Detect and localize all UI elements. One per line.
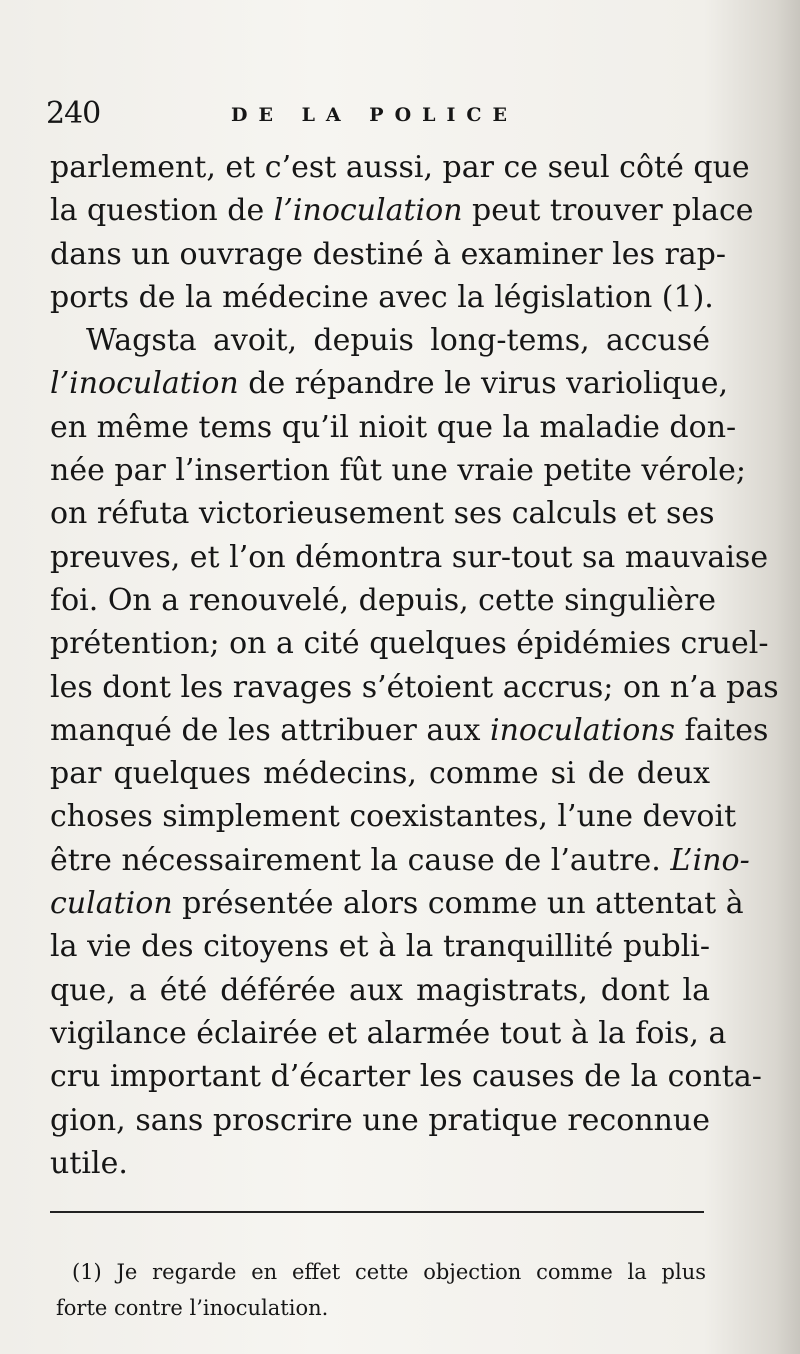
text-line: l’inoculation de répandre le virus variolique, [50,366,728,402]
text-line: preuves, et l’on démontra sur-tout sa mauvaise [50,539,769,575]
text-line: ports de la médecine avec la législation (1). [50,279,714,315]
italic-term: L’ino- [670,842,750,878]
text-line: cru important d’écarter les causes de la conta- [50,1059,762,1095]
text-line: que, a été déférée aux magistrats, dont la [50,972,710,1008]
text-line: gion, sans proscrire une pratique reconnue [50,1102,710,1138]
text-line: la question de l’inoculation peut trouver place [50,193,754,229]
text-line: la vie des citoyens et à la tranquillité publi- [50,929,710,965]
text-line: parlement, et c’est aussi, par ce seul côté que [50,150,750,185]
text-line: choses simplement coexistantes, l’une devoit [50,799,737,835]
text-line: les dont les ravages s’étoient accrus; on n’a pas [50,669,779,705]
footnote-line: forte contre l’inoculation. [56,1296,329,1320]
italic-term: inoculations [490,712,676,748]
text-line: Wagsta avoit, depuis long-tems, accusé [86,323,710,359]
text-line: prétention; on a cité quelques épidémies cruel- [50,626,769,662]
text-line: vigilance éclairée et alarmée tout à la fois, a [50,1015,727,1051]
text-line: en même tems qu’il nioit que la maladie don- [50,409,737,445]
italic-term: culation [50,886,173,922]
italic-term: l’inoculation [273,193,463,229]
text-line: on réfuta victorieusement ses calculs et ses [50,496,715,532]
text-line: être nécessairement la cause de l’autre. L’ino- [50,842,750,878]
footnote-line: (1) Je regarde en effet cette objection comme la plus [72,1260,706,1284]
text-line: utile. [50,1145,128,1181]
footnote-rule [50,1211,704,1213]
page-header [46,96,726,136]
text-line: dans un ouvrage destiné à examiner les rap- [50,236,727,272]
text-line: culation présentée alors comme un attentat à [50,886,744,922]
footnote [56,1254,706,1326]
text-line: par quelques médecins, comme si de deux [50,756,710,792]
text-line: foi. On a renouvelé, depuis, cette singulière [50,582,717,618]
text-line: manqué de les attribuer aux inoculations faites [50,712,769,748]
body-text [50,146,779,1185]
italic-term: l’inoculation [50,366,239,402]
running-head: DE LA POLICE [231,104,518,126]
page-number: 240 [46,96,101,131]
text-line: née par l’insertion fût une vraie petite vérole; [50,453,746,489]
